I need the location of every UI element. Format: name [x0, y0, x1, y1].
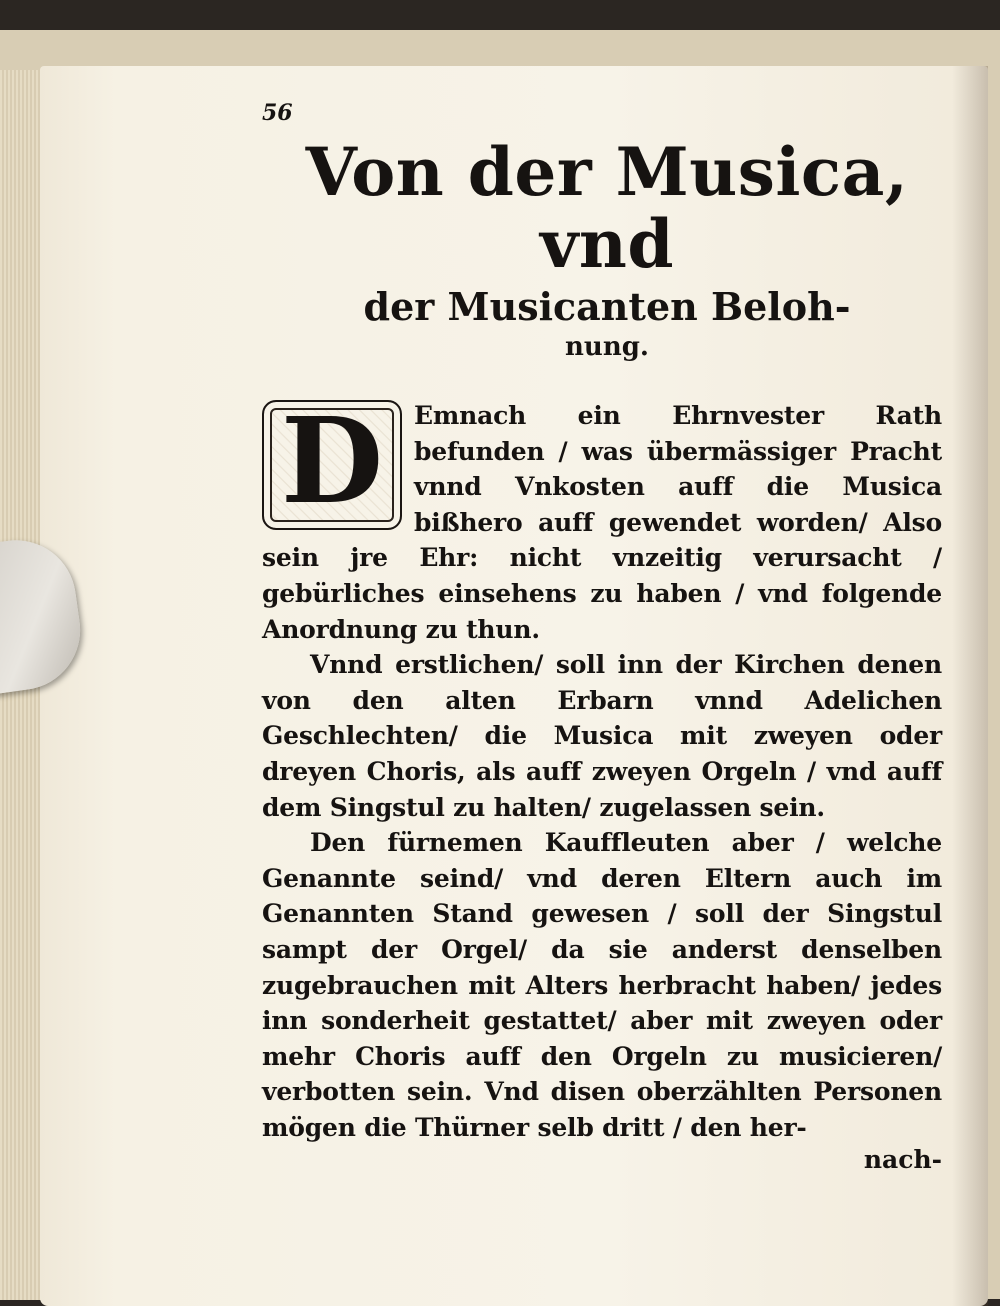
catchword: nach-: [863, 1145, 942, 1175]
spine-shadow: [952, 66, 988, 1306]
page-number: 56: [262, 100, 293, 126]
title-line-3: nung.: [565, 332, 649, 362]
paragraph-2: Vnnd erstlichen/ soll inn der Kirchen denen von den alten Erbarn vnnd Adelichen Geschlechten/ die Musica mit zweyen oder dreyen Choris, als auff zweyen Orgeln / vnd auff dem Singstul zu halten/ zugelassen sein.: [262, 650, 942, 822]
paragraph-1-text: Emnach ein Ehrnvester Rath befunden / was übermässiger Pracht vnnd Vnkosten auff die Musica bißhero auff gewendet worden/ Also sein jre Ehr: nicht vnzeitig verursacht / gebürliches einsehens zu haben / vnd folgende Anordnung zu thun.: [262, 401, 942, 644]
title-line-1: Von der Musica, vnd: [305, 133, 909, 283]
chapter-title: [272, 133, 942, 362]
text-block: [262, 100, 942, 1174]
paragraph-1: [262, 391, 942, 647]
decorated-initial: D: [262, 400, 402, 530]
title-line-2: der Musicanten Beloh-: [363, 284, 851, 329]
paragraph-3: Den fürnemen Kauffleuten aber / welche Genannte seind/ vnd deren Eltern auch im Genannten Stand gewesen / soll der Singstul sampt der Orgel/ da sie anderst denselben zugebrauchen mit Alters herbracht haben/ jedes inn sonderheit gestattet/ aber mit zweyen oder mehr Choris auff den Orgeln zu musicieren/ verbotten sein. Vnd disen oberzählten Personen mögen die Thürner selb dritt / den her-: [262, 828, 942, 1142]
